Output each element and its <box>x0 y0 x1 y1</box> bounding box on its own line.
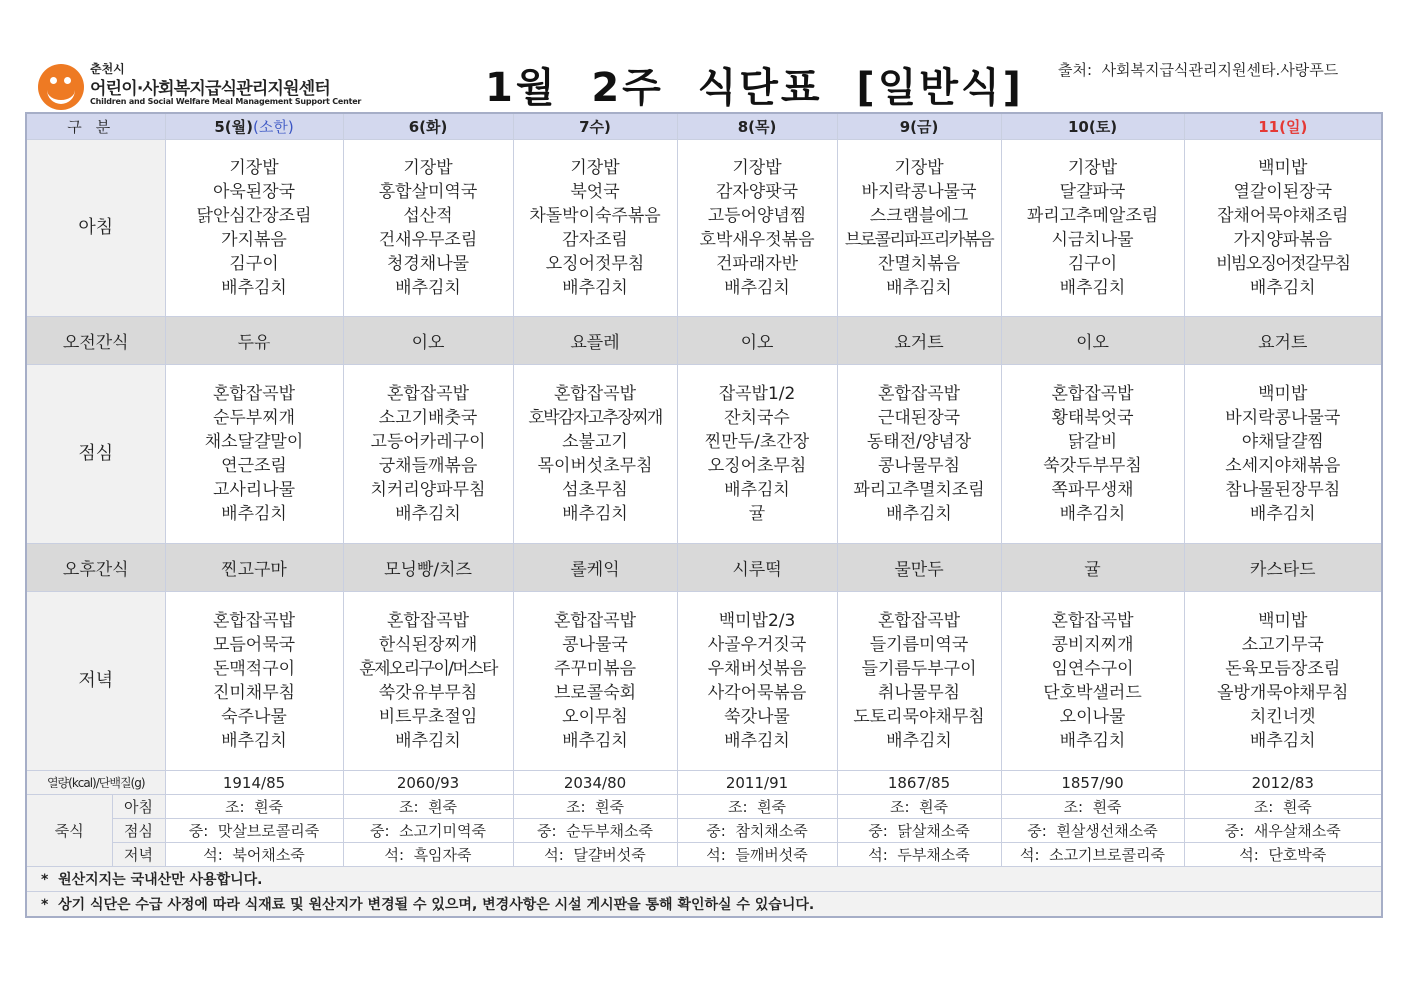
dish-item: 스크램블에그 <box>869 206 969 226</box>
dish-item: 치킨너겟 <box>1249 707 1316 727</box>
day-header <box>513 113 677 140</box>
dish-item: 오징어초무침 <box>707 456 807 476</box>
day-label: 9(금) <box>899 118 939 136</box>
dish-item: 백미밥 <box>1258 384 1308 404</box>
dish-item: 혼합잡곡밥 <box>1051 611 1134 631</box>
porridge-cell: 중: 흰살생선채소죽 <box>1001 819 1184 843</box>
dish-item: 시금치나물 <box>1051 230 1134 250</box>
dish-item: 배추김치 <box>724 278 790 298</box>
snack-cell: 물만두 <box>837 544 1001 592</box>
dish-item: 배추김치 <box>395 731 461 751</box>
meal-cell <box>513 140 677 317</box>
dish-item: 궁채들깨볶음 <box>378 456 478 476</box>
logo-org-name-en: Children and Social Welfare Meal Management Support Center <box>90 97 362 106</box>
snack-cell: 카스타드 <box>1184 544 1382 592</box>
dish-item: 임연수구이 <box>1051 659 1134 679</box>
dish-item: 소고기배춧국 <box>378 408 478 428</box>
dish-item: 들기름두부구이 <box>861 659 977 679</box>
meal-cell <box>165 140 343 317</box>
dish-item: 혼합잡곡밥 <box>386 384 470 404</box>
breakfast-label: 아침 <box>26 140 165 317</box>
dish-item: 백미밥 <box>1258 611 1308 631</box>
dish-item: 황태북엇국 <box>1051 408 1134 428</box>
dish-item: 바지락콩나물국 <box>861 182 977 202</box>
porridge-cell: 석: 소고기브로콜리죽 <box>1001 843 1184 867</box>
nutrition-label: 열량(kcal)/단백질(g) <box>26 771 165 795</box>
dish-item: 달걀파국 <box>1059 182 1126 202</box>
am_snack-row <box>26 317 1382 365</box>
porridge-meal-label: 점심 <box>112 819 165 843</box>
dish-item: 브로콜숙회 <box>553 683 637 703</box>
dish-item: 들기름미역국 <box>869 635 969 655</box>
dish-item: 배추김치 <box>1059 731 1126 751</box>
dish-item: 고등어카레구이 <box>370 432 486 452</box>
meal-cell <box>1184 140 1382 317</box>
dish-item: 잡곡밥1/2 <box>718 384 796 404</box>
dish-item: 브로콜리파프리카볶음 <box>844 230 994 250</box>
porridge-meal-label: 아침 <box>112 795 165 819</box>
meal-cell <box>837 365 1001 544</box>
nutrition-row <box>26 771 1382 795</box>
day-label: 6(화) <box>408 118 448 136</box>
nutrition-value: 1867/85 <box>837 771 1001 795</box>
porridge-row <box>26 843 1382 867</box>
dish-item: 비트무초절임 <box>378 707 478 727</box>
snack-cell: 요플레 <box>513 317 677 365</box>
dish-item: 기장밥 <box>570 158 620 178</box>
dish-item: 쑥갓유부무침 <box>378 683 478 703</box>
dish-item: 김구이 <box>1067 254 1118 274</box>
dish-item: 쪽파무생채 <box>1051 480 1134 500</box>
meal-cell <box>1184 365 1382 544</box>
am_snack-label: 오전간식 <box>26 317 165 365</box>
dish-item: 잔치국수 <box>724 408 790 428</box>
dish-item: 고사리나물 <box>212 480 296 500</box>
dish-item: 배추김치 <box>1059 504 1126 524</box>
snack-cell: 시루떡 <box>677 544 837 592</box>
dish-item: 홍합살미역국 <box>378 182 478 202</box>
meal-cell <box>677 365 837 544</box>
porridge-meal-label: 저녁 <box>112 843 165 867</box>
snack-cell: 두유 <box>165 317 343 365</box>
day-header <box>1001 113 1184 140</box>
dish-item: 기장밥 <box>1067 158 1118 178</box>
meal-cell <box>343 365 513 544</box>
dish-item: 목이버섯초무침 <box>537 456 653 476</box>
note-text: * 상기 식단은 수급 사정에 따라 식재료 및 원산지가 변경될 수 있으며, 변경사항은 시설 게시판을 통해 확인하실 수 있습니다. <box>26 892 1382 918</box>
porridge-cell: 석: 두부채소죽 <box>837 843 1001 867</box>
dish-item: 가지양파볶음 <box>1233 230 1333 250</box>
dish-item: 혼합잡곡밥 <box>877 384 961 404</box>
pm_snack-row <box>26 544 1382 592</box>
dish-item: 배추김치 <box>1249 504 1316 524</box>
logo-city: 춘천시 <box>90 62 125 76</box>
dish-item: 채소달걀말이 <box>204 432 304 452</box>
day-header <box>677 113 837 140</box>
porridge-cell: 중: 새우살채소죽 <box>1184 819 1382 843</box>
dish-item: 콩나물무침 <box>877 456 961 476</box>
dish-item: 올방개묵야채무침 <box>1217 683 1349 703</box>
dish-item: 백미밥 <box>1258 158 1308 178</box>
day-label: 5(월) <box>214 118 253 136</box>
dish-item: 소세지야채볶음 <box>1225 456 1341 476</box>
day-header <box>343 113 513 140</box>
dish-item: 호박감자고추장찌개 <box>528 408 662 428</box>
dish-item: 건파래자반 <box>715 254 799 274</box>
day-sublabel: (소한) <box>252 118 294 136</box>
dish-item: 가지볶음 <box>221 230 287 250</box>
dish-item: 소불고기 <box>562 432 628 452</box>
dinner-label: 저녁 <box>26 592 165 771</box>
dish-item: 배추김치 <box>221 504 287 524</box>
dish-item: 기장밥 <box>229 158 279 178</box>
dish-item: 차돌박이숙주볶음 <box>529 206 661 226</box>
dish-item: 혼합잡곡밥 <box>553 384 637 404</box>
dish-item: 도토리묵야채무침 <box>853 707 985 727</box>
day-header <box>837 113 1001 140</box>
porridge-cell: 중: 참치채소죽 <box>677 819 837 843</box>
dish-item: 감자조림 <box>562 230 628 250</box>
dish-item: 기장밥 <box>894 158 944 178</box>
dish-item: 열갈이된장국 <box>1233 182 1333 202</box>
meal-cell <box>1001 140 1184 317</box>
nutrition-value: 1914/85 <box>165 771 343 795</box>
porridge-cell: 중: 닭살채소죽 <box>837 819 1001 843</box>
porridge-row <box>26 819 1382 843</box>
dish-item: 배추김치 <box>886 278 952 298</box>
dish-item: 주꾸미볶음 <box>553 659 637 679</box>
nutrition-value: 2011/91 <box>677 771 837 795</box>
smile-logo-icon <box>38 64 84 110</box>
meal-cell <box>343 140 513 317</box>
lunch-label: 점심 <box>26 365 165 544</box>
dish-item: 참나물된장무침 <box>1225 480 1341 500</box>
dish-item: 연근조림 <box>221 456 287 476</box>
dish-item: 배추김치 <box>886 504 952 524</box>
dish-item: 감자양팟국 <box>715 182 799 202</box>
dish-item: 배추김치 <box>1059 278 1126 298</box>
snack-cell: 요거트 <box>837 317 1001 365</box>
dish-item: 순두부찌개 <box>212 408 296 428</box>
center-logo <box>38 58 378 110</box>
dish-item: 배추김치 <box>724 731 790 751</box>
dish-item: 혼합잡곡밥 <box>212 611 296 631</box>
porridge-cell: 조: 흰죽 <box>837 795 1001 819</box>
dish-item: 찐만두/초간장 <box>704 432 810 452</box>
meal-cell <box>513 365 677 544</box>
day-label: 7수) <box>579 118 611 136</box>
dish-item: 배추김치 <box>562 731 628 751</box>
dish-item: 혼합잡곡밥 <box>553 611 637 631</box>
day-header <box>1184 113 1382 140</box>
meal-cell <box>513 592 677 771</box>
dish-item: 배추김치 <box>221 278 287 298</box>
porridge-cell: 중: 맛살브로콜리죽 <box>165 819 343 843</box>
dish-item: 꽈리고추멸치조림 <box>853 480 985 500</box>
meal-cell <box>165 365 343 544</box>
porridge-cell: 석: 흑임자죽 <box>343 843 513 867</box>
dish-item: 쑥갓나물 <box>724 707 790 727</box>
meal-cell <box>1001 365 1184 544</box>
dish-item: 배추김치 <box>1249 278 1316 298</box>
dish-item: 돈맥적구이 <box>212 659 296 679</box>
snack-cell: 요거트 <box>1184 317 1382 365</box>
meal-cell <box>1001 592 1184 771</box>
dish-item: 배추김치 <box>1249 731 1316 751</box>
gubun-header: 구분 <box>26 113 165 140</box>
snack-cell: 이오 <box>343 317 513 365</box>
dish-item: 아욱된장국 <box>212 182 296 202</box>
dish-item: 혼합잡곡밥 <box>1051 384 1134 404</box>
day-header <box>165 113 343 140</box>
logo-org-name: 어린이·사회복지급식관리지원센터 <box>90 79 330 99</box>
dish-item: 콩비지찌개 <box>1051 635 1134 655</box>
dish-item: 배추김치 <box>562 504 628 524</box>
dish-item: 단호박샐러드 <box>1043 683 1142 703</box>
dish-item: 건새우무조림 <box>378 230 478 250</box>
dish-item: 사각어묵볶음 <box>707 683 807 703</box>
dish-item: 쑥갓두부무침 <box>1043 456 1142 476</box>
dish-item: 청경채나물 <box>386 254 470 274</box>
breakfast-row <box>26 140 1382 317</box>
dish-item: 오이나물 <box>1059 707 1126 727</box>
dish-item: 닭갈비 <box>1067 432 1118 452</box>
dish-item: 진미채무침 <box>212 683 296 703</box>
porridge-cell: 중: 순두부채소죽 <box>513 819 677 843</box>
source-text: 출처: 사회복지급식관리지원센타.사랑푸드 <box>1058 61 1339 79</box>
dish-item: 취나물무침 <box>877 683 961 703</box>
dish-item: 고등어양념찜 <box>707 206 807 226</box>
nutrition-value: 2034/80 <box>513 771 677 795</box>
snack-cell: 이오 <box>1001 317 1184 365</box>
dish-item: 기장밥 <box>403 158 453 178</box>
dish-item: 오이무침 <box>562 707 628 727</box>
porridge-cell: 조: 흰죽 <box>513 795 677 819</box>
dish-item: 근대된장국 <box>877 408 961 428</box>
dish-item: 소고기무국 <box>1241 635 1324 655</box>
note-row <box>26 867 1382 892</box>
dish-item: 동태전/양념장 <box>866 432 972 452</box>
nutrition-value: 2012/83 <box>1184 771 1382 795</box>
dish-item: 잔멸치볶음 <box>877 254 961 274</box>
dish-item: 혼합잡곡밥 <box>386 611 470 631</box>
dish-item: 잡채어묵야채조림 <box>1217 206 1349 226</box>
dish-item: 백미밥2/3 <box>718 611 796 631</box>
snack-cell: 모닝빵/치즈 <box>343 544 513 592</box>
day-label: 11(일) <box>1258 118 1308 136</box>
page-title: 1월 2주 식단표 [일반식] <box>485 65 1024 111</box>
dish-item: 치커리양파무침 <box>370 480 486 500</box>
nutrition-value: 2060/93 <box>343 771 513 795</box>
meal-cell <box>1184 592 1382 771</box>
porridge-cell: 석: 북어채소죽 <box>165 843 343 867</box>
meal-cell <box>165 592 343 771</box>
dish-item: 야채달걀찜 <box>1241 432 1324 452</box>
dish-item: 북엇국 <box>570 182 620 202</box>
pm_snack-label: 오후간식 <box>26 544 165 592</box>
porridge-cell: 조: 흰죽 <box>1184 795 1382 819</box>
lunch-row <box>26 365 1382 544</box>
dish-item: 섭산적 <box>403 206 453 226</box>
dish-item: 돈육모듬장조림 <box>1225 659 1341 679</box>
meal-cell <box>677 592 837 771</box>
meal-cell <box>837 592 1001 771</box>
dish-item: 호박새우젓볶음 <box>699 230 815 250</box>
dish-item: 배추김치 <box>395 278 461 298</box>
porridge-cell: 석: 단호박죽 <box>1184 843 1382 867</box>
dish-item: 훈제오리구이/머스타 <box>359 659 497 679</box>
porridge-label: 죽식 <box>26 795 112 867</box>
note-row <box>26 892 1382 918</box>
porridge-cell: 조: 흰죽 <box>677 795 837 819</box>
porridge-cell: 석: 들깨버섯죽 <box>677 843 837 867</box>
menu-table <box>25 112 1383 918</box>
snack-cell: 이오 <box>677 317 837 365</box>
nutrition-value: 1857/90 <box>1001 771 1184 795</box>
dish-item: 배추김치 <box>562 278 628 298</box>
dish-item: 혼합잡곡밥 <box>212 384 296 404</box>
dish-item: 기장밥 <box>732 158 782 178</box>
dish-item: 비빔오징어젓갈무침 <box>1216 254 1350 274</box>
porridge-cell: 석: 달걀버섯죽 <box>513 843 677 867</box>
porridge-cell: 중: 소고기미역죽 <box>343 819 513 843</box>
dish-item: 배추김치 <box>395 504 461 524</box>
snack-cell: 롤케익 <box>513 544 677 592</box>
dish-item: 콩나물국 <box>562 635 628 655</box>
meal-cell <box>837 140 1001 317</box>
dish-item: 우채버섯볶음 <box>707 659 807 679</box>
snack-cell: 귤 <box>1001 544 1184 592</box>
dish-item: 바지락콩나물국 <box>1225 408 1341 428</box>
meal-cell <box>677 140 837 317</box>
dish-item: 귤 <box>748 504 766 524</box>
day-label: 10(토) <box>1067 118 1118 136</box>
dish-item: 김구이 <box>229 254 279 274</box>
dish-item: 숙주나물 <box>221 707 287 727</box>
dish-item: 배추김치 <box>886 731 952 751</box>
dish-item: 섬초무침 <box>562 480 628 500</box>
dish-item: 배추김치 <box>221 731 287 751</box>
day-label: 8(목) <box>737 118 777 136</box>
porridge-cell: 조: 흰죽 <box>1001 795 1184 819</box>
dish-item: 배추김치 <box>724 480 790 500</box>
dish-item: 혼합잡곡밥 <box>877 611 961 631</box>
dish-item: 한식된장찌개 <box>378 635 478 655</box>
day-header-row <box>26 113 1382 140</box>
dinner-row <box>26 592 1382 771</box>
dish-item: 꽈리고추메알조림 <box>1026 206 1159 226</box>
dish-item: 사골우거짓국 <box>707 635 807 655</box>
dish-item: 닭안심간장조림 <box>196 206 312 226</box>
porridge-cell: 조: 흰죽 <box>343 795 513 819</box>
porridge-cell: 조: 흰죽 <box>165 795 343 819</box>
dish-item: 모듬어묵국 <box>212 635 296 655</box>
dish-item: 오징어젓무침 <box>545 254 645 274</box>
note-text: * 원산지지는 국내산만 사용합니다. <box>26 867 1382 892</box>
meal-cell <box>343 592 513 771</box>
porridge-row <box>26 795 1382 819</box>
snack-cell: 찐고구마 <box>165 544 343 592</box>
